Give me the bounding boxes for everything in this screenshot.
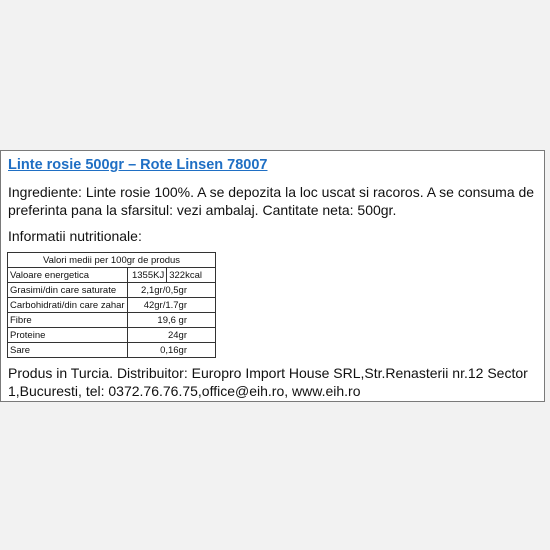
table-row — [8, 343, 216, 358]
energy-kj: 1355KJ — [127, 268, 167, 283]
producer-line-1: Produs in Turcia. Distribuitor: Europro Import House SRL,Str.Renasterii nr.12 Sector — [8, 365, 528, 381]
row-label: Proteine — [8, 328, 128, 343]
energy-label: Valoare energetica — [8, 268, 128, 283]
ingredients-text — [8, 183, 534, 219]
row-label: Fibre — [8, 313, 128, 328]
nutrition-heading: Informatii nutritionale: — [8, 228, 142, 244]
row-value: 24gr — [127, 328, 215, 343]
product-title: Linte rosie 500gr – Rote Linsen 78007 — [8, 157, 268, 173]
energy-kcal: 322kcal — [167, 268, 216, 283]
table-header-row — [8, 253, 216, 268]
table-header: Valori medii per 100gr de produs — [8, 253, 216, 268]
ingredients-line-2: preferinta pana la sfarsitul: vezi ambalaj. Cantitate neta: 500gr. — [8, 202, 397, 218]
producer-text — [8, 364, 528, 400]
row-label: Grasimi/din care saturate — [8, 283, 128, 298]
row-label: Sare — [8, 343, 128, 358]
row-value: 0,16gr — [127, 343, 215, 358]
table-row — [8, 283, 216, 298]
row-value: 42gr/1.7gr — [127, 298, 215, 313]
ingredients-line-1: Ingrediente: Linte rosie 100%. A se depozita la loc uscat si racoros. A se consuma de — [8, 184, 535, 200]
product-info-card — [0, 150, 545, 402]
table-row — [8, 328, 216, 343]
table-row — [8, 298, 216, 313]
row-value: 2,1gr/0,5gr — [127, 283, 215, 298]
row-value: 19,6 gr — [127, 313, 215, 328]
table-row — [8, 313, 216, 328]
table-row-energy — [8, 268, 216, 283]
row-label: Carbohidrati/din care zahar — [8, 298, 128, 313]
nutrition-table — [7, 252, 216, 358]
producer-line-2: 1,Bucuresti, tel: 0372.76.76.75,office@eih.ro, www.eih.ro — [8, 383, 361, 399]
